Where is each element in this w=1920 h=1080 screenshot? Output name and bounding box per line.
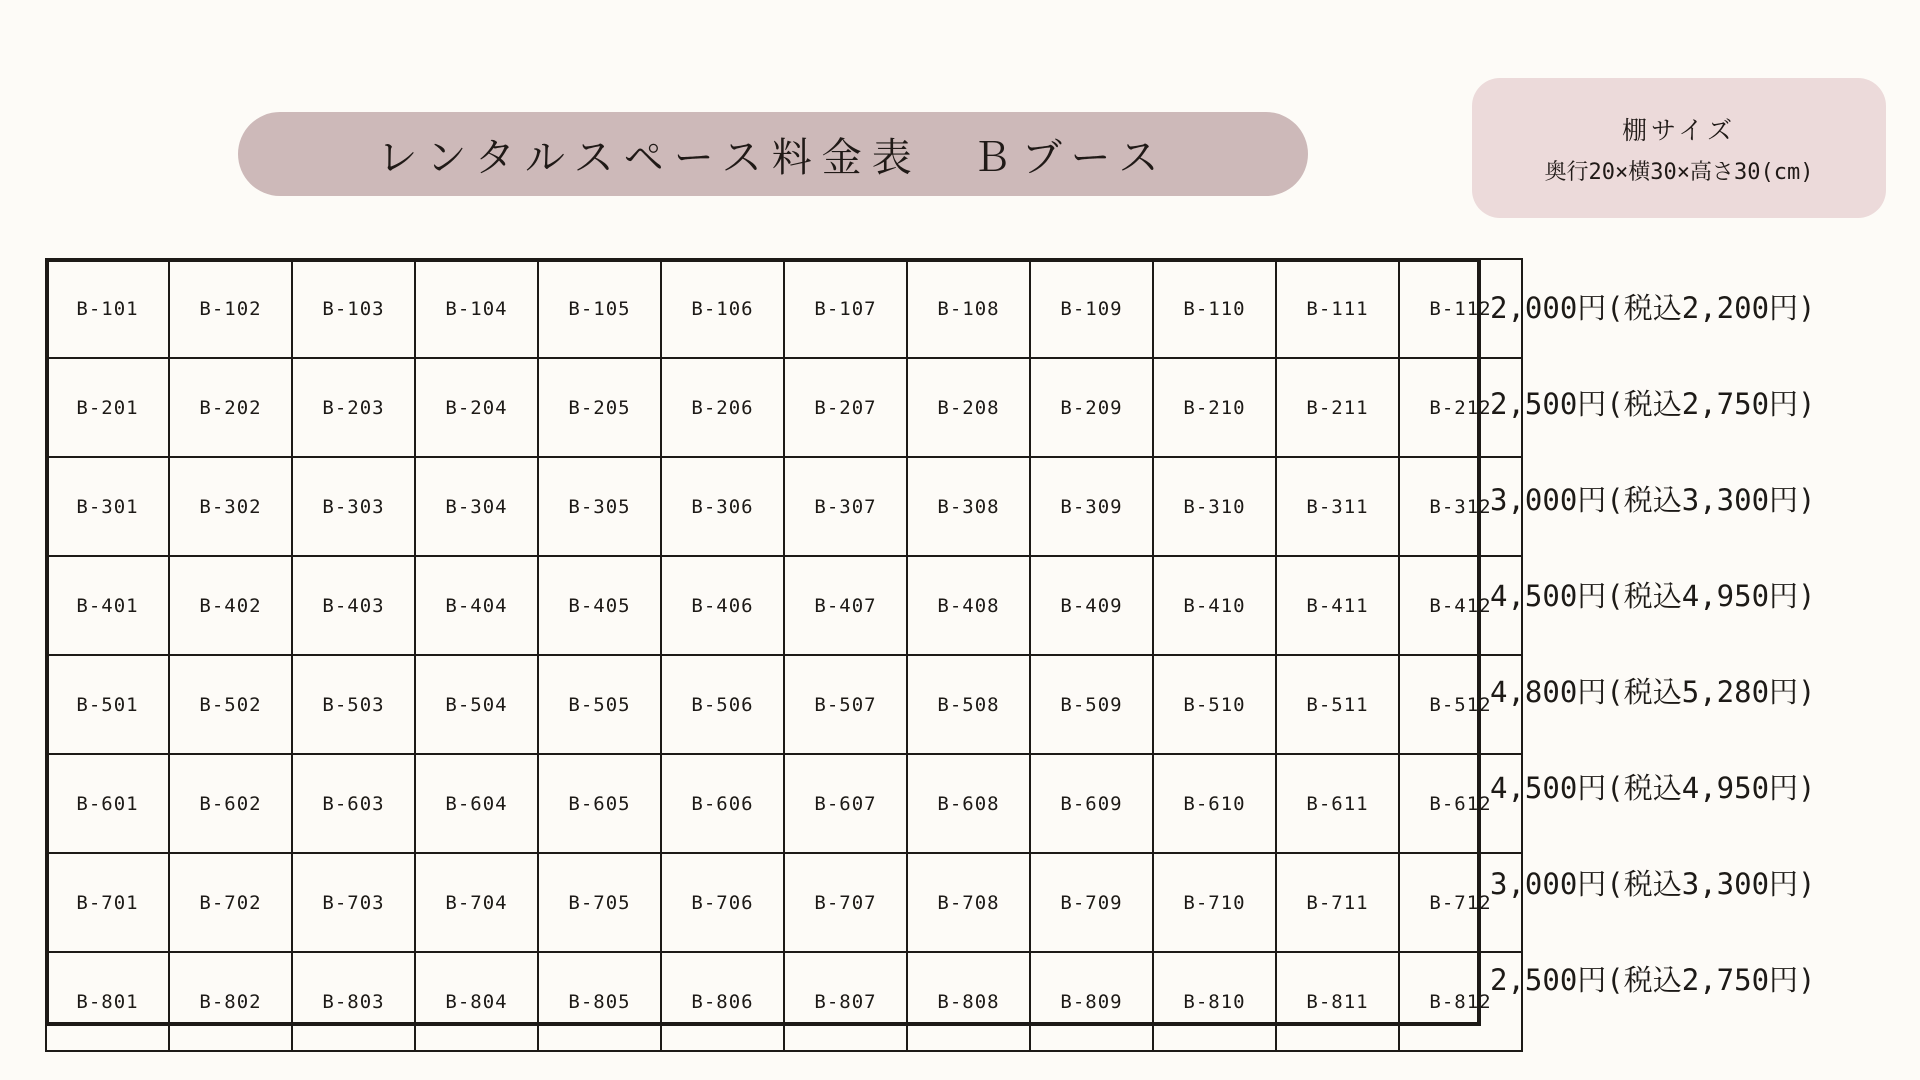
- table-row: [46, 655, 1522, 754]
- booth-cell[interactable]: B-409: [1030, 556, 1153, 655]
- booth-cell[interactable]: B-702: [169, 853, 292, 952]
- booth-cell[interactable]: B-403: [292, 556, 415, 655]
- booth-cell[interactable]: B-604: [415, 754, 538, 853]
- booth-cell[interactable]: B-507: [784, 655, 907, 754]
- price-column: [1490, 258, 1900, 1026]
- booth-cell[interactable]: B-402: [169, 556, 292, 655]
- booth-cell[interactable]: B-510: [1153, 655, 1276, 754]
- booth-cell[interactable]: B-711: [1276, 853, 1399, 952]
- booth-cell[interactable]: B-310: [1153, 457, 1276, 556]
- price-row: 4,800円(税込5,280円): [1490, 674, 1816, 709]
- booth-cell[interactable]: B-301: [46, 457, 169, 556]
- booth-cell[interactable]: B-501: [46, 655, 169, 754]
- booth-cell[interactable]: B-304: [415, 457, 538, 556]
- booth-cell[interactable]: B-712: [1399, 853, 1522, 952]
- booth-cell[interactable]: B-109: [1030, 259, 1153, 358]
- booth-cell[interactable]: B-503: [292, 655, 415, 754]
- booth-cell[interactable]: B-605: [538, 754, 661, 853]
- shelf-size-heading: 棚サイズ: [1621, 115, 1736, 145]
- booth-cell[interactable]: B-804: [415, 952, 538, 1051]
- price-row: 4,500円(税込4,950円): [1490, 578, 1816, 613]
- booth-cell[interactable]: B-302: [169, 457, 292, 556]
- booth-cell[interactable]: B-106: [661, 259, 784, 358]
- booth-cell[interactable]: B-606: [661, 754, 784, 853]
- price-row: 4,500円(税込4,950円): [1490, 770, 1816, 805]
- booth-cell[interactable]: B-611: [1276, 754, 1399, 853]
- booth-cell[interactable]: B-203: [292, 358, 415, 457]
- booth-cell[interactable]: B-809: [1030, 952, 1153, 1051]
- booth-cell[interactable]: B-112: [1399, 259, 1522, 358]
- booth-cell[interactable]: B-805: [538, 952, 661, 1051]
- booth-cell[interactable]: B-802: [169, 952, 292, 1051]
- booth-cell[interactable]: B-408: [907, 556, 1030, 655]
- price-row: 2,500円(税込2,750円): [1490, 386, 1816, 421]
- booth-cell[interactable]: B-411: [1276, 556, 1399, 655]
- booth-cell[interactable]: B-602: [169, 754, 292, 853]
- booth-cell[interactable]: B-502: [169, 655, 292, 754]
- booth-cell[interactable]: B-211: [1276, 358, 1399, 457]
- booth-cell[interactable]: B-708: [907, 853, 1030, 952]
- booth-cell[interactable]: B-803: [292, 952, 415, 1051]
- booth-cell[interactable]: B-107: [784, 259, 907, 358]
- booth-cell[interactable]: B-209: [1030, 358, 1153, 457]
- table-row: [46, 457, 1522, 556]
- booth-cell[interactable]: B-309: [1030, 457, 1153, 556]
- booth-cell[interactable]: B-608: [907, 754, 1030, 853]
- booth-cell[interactable]: B-810: [1153, 952, 1276, 1051]
- booth-cell[interactable]: B-204: [415, 358, 538, 457]
- booth-cell[interactable]: B-812: [1399, 952, 1522, 1051]
- page-title: レンタルスペース料金表 Ｂブース: [377, 134, 1169, 181]
- table-row: [46, 259, 1522, 358]
- price-row: 2,500円(税込2,750円): [1490, 962, 1816, 997]
- booth-cell[interactable]: B-202: [169, 358, 292, 457]
- booth-cell[interactable]: B-307: [784, 457, 907, 556]
- booth-cell[interactable]: B-212: [1399, 358, 1522, 457]
- booth-cell[interactable]: B-612: [1399, 754, 1522, 853]
- booth-cell[interactable]: B-101: [46, 259, 169, 358]
- booth-cell[interactable]: B-801: [46, 952, 169, 1051]
- price-row: 3,000円(税込3,300円): [1490, 866, 1816, 901]
- booth-cell[interactable]: B-308: [907, 457, 1030, 556]
- booth-cell[interactable]: B-110: [1153, 259, 1276, 358]
- booth-cell[interactable]: B-410: [1153, 556, 1276, 655]
- shelf-size-dimensions: 奥行20×横30×高さ30(cm): [1544, 159, 1814, 185]
- booth-cell[interactable]: B-201: [46, 358, 169, 457]
- booth-cell[interactable]: B-610: [1153, 754, 1276, 853]
- booth-cell[interactable]: B-704: [415, 853, 538, 952]
- table-row: [46, 358, 1522, 457]
- booth-cell[interactable]: B-406: [661, 556, 784, 655]
- booth-cell[interactable]: B-511: [1276, 655, 1399, 754]
- booth-cell[interactable]: B-707: [784, 853, 907, 952]
- booth-cell[interactable]: B-102: [169, 259, 292, 358]
- booth-cell[interactable]: B-103: [292, 259, 415, 358]
- booth-cell[interactable]: B-705: [538, 853, 661, 952]
- booth-cell[interactable]: B-806: [661, 952, 784, 1051]
- booth-cell[interactable]: B-206: [661, 358, 784, 457]
- price-row: 3,000円(税込3,300円): [1490, 482, 1816, 517]
- booth-cell[interactable]: B-303: [292, 457, 415, 556]
- booth-cell[interactable]: B-701: [46, 853, 169, 952]
- booth-cell[interactable]: B-603: [292, 754, 415, 853]
- title-banner: [238, 112, 1308, 196]
- booth-cell[interactable]: B-105: [538, 259, 661, 358]
- price-row: 2,000円(税込2,200円): [1490, 290, 1816, 325]
- shelf-size-note: [1472, 78, 1886, 218]
- booth-cell[interactable]: B-607: [784, 754, 907, 853]
- booth-cell[interactable]: B-407: [784, 556, 907, 655]
- booth-cell[interactable]: B-401: [46, 556, 169, 655]
- booth-cell[interactable]: B-710: [1153, 853, 1276, 952]
- booth-cell[interactable]: B-404: [415, 556, 538, 655]
- booth-cell[interactable]: B-305: [538, 457, 661, 556]
- booth-cell[interactable]: B-811: [1276, 952, 1399, 1051]
- booth-cell[interactable]: B-709: [1030, 853, 1153, 952]
- booth-cell[interactable]: B-512: [1399, 655, 1522, 754]
- booth-cell[interactable]: B-609: [1030, 754, 1153, 853]
- booth-cell[interactable]: B-306: [661, 457, 784, 556]
- booth-cell[interactable]: B-412: [1399, 556, 1522, 655]
- booth-cell[interactable]: B-508: [907, 655, 1030, 754]
- booth-cell[interactable]: B-108: [907, 259, 1030, 358]
- table-row: [46, 556, 1522, 655]
- booth-cell[interactable]: B-703: [292, 853, 415, 952]
- booth-cell[interactable]: B-509: [1030, 655, 1153, 754]
- booth-cell[interactable]: B-205: [538, 358, 661, 457]
- table-row: [46, 754, 1522, 853]
- booth-cell[interactable]: B-312: [1399, 457, 1522, 556]
- booth-cell[interactable]: B-111: [1276, 259, 1399, 358]
- booth-grid: [45, 258, 1523, 1052]
- booth-cell[interactable]: B-504: [415, 655, 538, 754]
- booth-cell[interactable]: B-104: [415, 259, 538, 358]
- booth-cell[interactable]: B-506: [661, 655, 784, 754]
- booth-cell[interactable]: B-706: [661, 853, 784, 952]
- booth-cell[interactable]: B-208: [907, 358, 1030, 457]
- booth-cell[interactable]: B-601: [46, 754, 169, 853]
- booth-cell[interactable]: B-808: [907, 952, 1030, 1051]
- booth-cell[interactable]: B-807: [784, 952, 907, 1051]
- table-row: [46, 853, 1522, 952]
- booth-cell[interactable]: B-505: [538, 655, 661, 754]
- booth-cell[interactable]: B-405: [538, 556, 661, 655]
- booth-cell[interactable]: B-210: [1153, 358, 1276, 457]
- booth-cell[interactable]: B-207: [784, 358, 907, 457]
- table-row: [46, 952, 1522, 1051]
- booth-cell[interactable]: B-311: [1276, 457, 1399, 556]
